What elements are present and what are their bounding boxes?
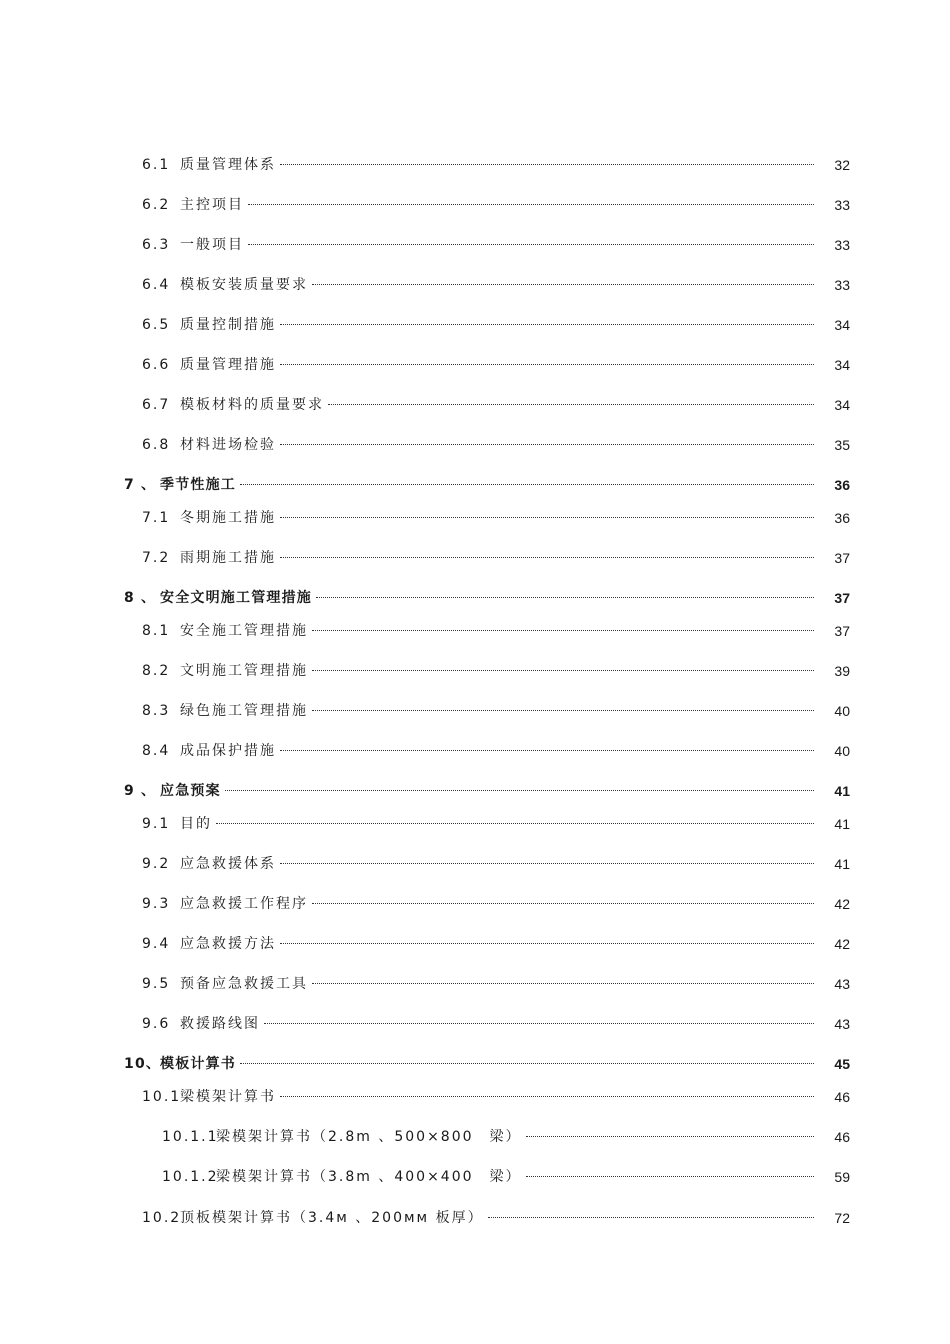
toc-entry-number: 8.1 <box>142 623 171 639</box>
dot-leader <box>526 1136 814 1137</box>
toc-entry[interactable] <box>142 974 850 994</box>
dot-leader <box>264 1023 814 1024</box>
toc-entry-number: 8.2 <box>142 663 171 679</box>
toc-entry-page: 33 <box>834 197 850 213</box>
toc-entry-number: 6.2 <box>142 197 171 213</box>
dot-leader <box>240 484 814 485</box>
toc-entry-number: 8.3 <box>142 703 171 719</box>
toc-entry-title: 预备应急救援工具 <box>180 976 308 992</box>
toc-entry-page: 34 <box>834 397 850 413</box>
toc-entry-title: 成品保护措施 <box>180 743 276 759</box>
dot-leader <box>312 983 814 984</box>
toc-entry-number: 10.2 <box>142 1210 182 1226</box>
toc-entry[interactable] <box>142 701 850 721</box>
toc-entry-number: 9.4 <box>142 936 171 952</box>
dot-leader <box>488 1217 814 1218</box>
dot-leader <box>280 750 814 751</box>
dot-leader <box>280 324 814 325</box>
toc-entry-title: 季节性施工 <box>160 477 236 493</box>
dot-leader <box>280 444 814 445</box>
toc-entry-number: 6.1 <box>142 157 171 173</box>
toc-entry-page: 45 <box>834 1056 850 1072</box>
toc-subsection-entry[interactable] <box>162 1127 850 1147</box>
toc-entry-page: 72 <box>834 1210 850 1226</box>
toc-entry-title: 目的 <box>180 816 212 832</box>
toc-entry-page: 42 <box>834 936 850 952</box>
toc-entry-number: 6.4 <box>142 277 171 293</box>
dot-leader <box>280 557 814 558</box>
toc-entry-title: 梁模架计算书（2.8m 、500×800 梁） <box>216 1129 522 1145</box>
toc-entry-title: 文明施工管理措施 <box>180 663 308 679</box>
dot-leader <box>280 364 814 365</box>
dot-leader <box>312 710 814 711</box>
toc-entry[interactable] <box>142 1014 850 1034</box>
toc-entry-number: 9.1 <box>142 816 171 832</box>
toc-entry[interactable] <box>142 854 850 874</box>
toc-entry[interactable] <box>142 548 850 568</box>
toc-entry[interactable] <box>142 195 850 215</box>
toc-entry-title: 冬期施工措施 <box>180 510 276 526</box>
toc-entry-title: 顶板模架计算书（3.4ᴍ 、200ᴍᴍ 板厚） <box>180 1210 484 1226</box>
toc-entry-number: 9.3 <box>142 896 171 912</box>
toc-entry-title: 应急救援方法 <box>180 936 276 952</box>
toc-entry-title: 质量控制措施 <box>180 317 276 333</box>
toc-entry-number: 8.4 <box>142 743 171 759</box>
toc-entry-title: 梁模架计算书（3.8m 、400×400 梁） <box>216 1169 522 1185</box>
toc-subsection-entry[interactable] <box>162 1167 850 1187</box>
dot-leader <box>280 164 814 165</box>
toc-entry-page: 34 <box>834 317 850 333</box>
dot-leader <box>280 517 814 518</box>
toc-entry-title: 材料进场检验 <box>180 437 276 453</box>
toc-entry-page: 40 <box>834 743 850 759</box>
toc-entry[interactable] <box>142 275 850 295</box>
toc-entry-number: 10、 <box>124 1056 162 1072</box>
toc-entry[interactable] <box>142 894 850 914</box>
toc-entry-page: 59 <box>834 1169 850 1185</box>
toc-entry-title: 模板安装质量要求 <box>180 277 308 293</box>
toc-entry[interactable] <box>142 621 850 641</box>
toc-entry-number: 7 、 <box>124 477 157 493</box>
toc-entry[interactable] <box>142 508 850 528</box>
toc-entry[interactable] <box>142 1208 850 1228</box>
toc-entry-page: 42 <box>834 896 850 912</box>
toc-entry-number: 9.5 <box>142 976 171 992</box>
toc-entry-number: 7.2 <box>142 550 171 566</box>
dot-leader <box>240 1063 814 1064</box>
toc-entry-title: 应急救援体系 <box>180 856 276 872</box>
toc-entry-page: 41 <box>834 856 850 872</box>
dot-leader <box>280 863 814 864</box>
toc-entry[interactable] <box>142 155 850 175</box>
toc-entry-page: 34 <box>834 357 850 373</box>
toc-entry-page: 46 <box>834 1089 850 1105</box>
dot-leader <box>248 204 814 205</box>
toc-chapter-entry[interactable] <box>124 1054 850 1074</box>
toc-entry[interactable] <box>142 235 850 255</box>
toc-entry-page: 39 <box>834 663 850 679</box>
dot-leader <box>312 903 814 904</box>
dot-leader <box>225 790 814 791</box>
toc-entry-page: 40 <box>834 703 850 719</box>
dot-leader <box>312 284 814 285</box>
toc-entry-number: 9.6 <box>142 1016 171 1032</box>
toc-entry-page: 33 <box>834 277 850 293</box>
dot-leader <box>328 404 814 405</box>
toc-entry-page: 43 <box>834 1016 850 1032</box>
toc-entry-number: 7.1 <box>142 510 171 526</box>
toc-entry[interactable] <box>142 661 850 681</box>
toc-entry-title: 质量管理措施 <box>180 357 276 373</box>
toc-entry[interactable] <box>142 355 850 375</box>
dot-leader <box>312 630 814 631</box>
toc-chapter-entry[interactable] <box>124 588 850 608</box>
toc-entry-number: 6.7 <box>142 397 171 413</box>
toc-entry-title: 质量管理体系 <box>180 157 276 173</box>
toc-entry[interactable] <box>142 741 850 761</box>
toc-chapter-entry[interactable] <box>124 781 850 801</box>
dot-leader <box>248 244 814 245</box>
toc-entry-title: 主控项目 <box>180 197 244 213</box>
toc-entry-number: 10.1 <box>142 1089 182 1105</box>
toc-entry-title: 雨期施工措施 <box>180 550 276 566</box>
toc-entry-title: 应急救援工作程序 <box>180 896 308 912</box>
toc-entry-page: 41 <box>834 816 850 832</box>
toc-entry-number: 10.1.2 <box>162 1169 219 1185</box>
toc-entry-page: 36 <box>834 510 850 526</box>
toc-entry[interactable] <box>142 1087 850 1107</box>
toc-entry-page: 37 <box>834 550 850 566</box>
toc-entry-number: 9.2 <box>142 856 171 872</box>
dot-leader <box>312 670 814 671</box>
toc-entry[interactable] <box>142 814 850 834</box>
toc-entry-title: 救援路线图 <box>180 1016 260 1032</box>
toc-entry-page: 35 <box>834 437 850 453</box>
toc-entry-page: 33 <box>834 237 850 253</box>
toc-entry-page: 41 <box>834 783 850 799</box>
toc-entry-title: 安全文明施工管理措施 <box>160 590 312 606</box>
toc-entry-number: 10.1.1 <box>162 1129 219 1145</box>
dot-leader <box>316 597 814 598</box>
toc-entry-title: 一般项目 <box>180 237 244 253</box>
dot-leader <box>526 1176 814 1177</box>
toc-entry-page: 32 <box>834 157 850 173</box>
toc-entry-page: 36 <box>834 477 850 493</box>
toc-entry-number: 8 、 <box>124 590 157 606</box>
toc-entry-number: 6.3 <box>142 237 171 253</box>
toc-entry-title: 绿色施工管理措施 <box>180 703 308 719</box>
toc-entry-page: 43 <box>834 976 850 992</box>
toc-entry-number: 6.5 <box>142 317 171 333</box>
dot-leader <box>280 943 814 944</box>
toc-entry-title: 应急预案 <box>160 783 221 799</box>
toc-entry[interactable] <box>142 435 850 455</box>
dot-leader <box>216 823 814 824</box>
toc-entry-title: 梁模架计算书 <box>180 1089 276 1105</box>
toc-entry-title: 安全施工管理措施 <box>180 623 308 639</box>
toc-entry-number: 6.6 <box>142 357 171 373</box>
toc-entry-title: 模板材料的质量要求 <box>180 397 324 413</box>
toc-entry-page: 37 <box>834 623 850 639</box>
toc-entry-page: 46 <box>834 1129 850 1145</box>
toc-entry-number: 6.8 <box>142 437 171 453</box>
dot-leader <box>280 1096 814 1097</box>
toc-entry-page: 37 <box>834 590 850 606</box>
toc-entry-number: 9 、 <box>124 783 157 799</box>
toc-entry[interactable] <box>142 934 850 954</box>
toc-chapter-entry[interactable] <box>124 475 850 495</box>
toc-entry[interactable] <box>142 395 850 415</box>
toc-entry[interactable] <box>142 315 850 335</box>
toc-entry-title: 模板计算书 <box>160 1056 236 1072</box>
